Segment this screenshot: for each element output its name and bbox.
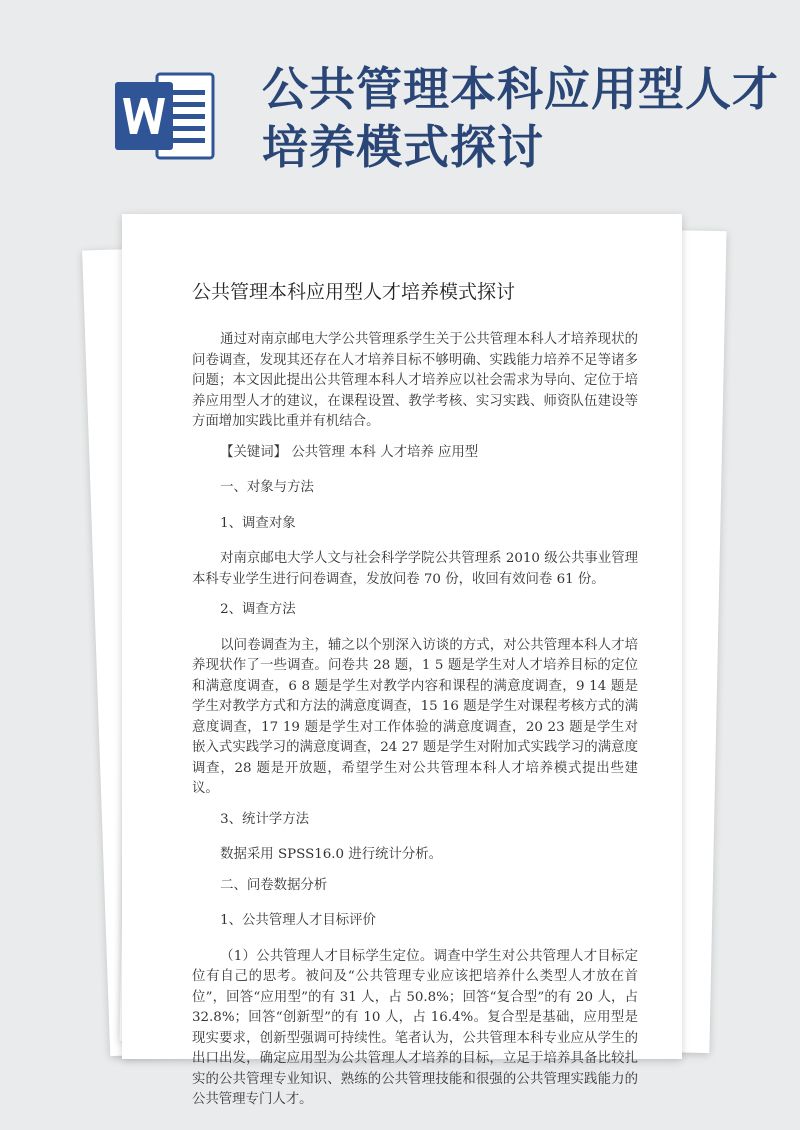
keywords-line: 【关键词】 公共管理 本科 人才培养 应用型 — [220, 444, 479, 460]
word-document-icon — [113, 70, 217, 162]
body-paragraph: 以问卷调查为主，辅之以个别深入访谈的方式，对公共管理本科人才培养现状作了一些调查。问卷共 28 题，1 5 题是学生对人才培养目标的定位和满意度调查，6 8 题是学生对教学内容和课程的满意度调查，9 14 题是学生对教学方式和方法的满意度调查，15 16 题是学生对课程考核方式的满意度调查，17 19 题是学生对工作体验的满意度调查，20 23 题是学生对嵌入式实践学习的满意度调查，24 27 题是学生对附加式实践学习的满意度调查，28 题是开放题，希望学生对公共管理本科人才培养模式提出些建议。 — [192, 637, 638, 796]
body-paragraph: （1）公共管理人才目标学生定位。调查中学生对公共管理人才目标定位有自己的思考。被问及“公共管理专业应该把培养什么类型人才放在首位”，回答“应用型”的有 31 人，占 50.8%；回答“复合型”的有 20 人，占 32.8%；回答“创新型”的有 10 人，占 16.4%。复合型是基础，应用型是现实要求，创新型强调可持续性。笔者认为，公共管理本科专业应从学生的出口出发，确定应用型为公共管理人才培养的目标，立足于培养具备比较扎实的公共管理专业知识、熟练的公共管理技能和很强的公共管理实践能力的公共管理专门人才。 — [192, 948, 638, 1107]
subsection-heading: 3、统计学方法 — [220, 811, 309, 827]
document-page — [122, 214, 682, 1107]
subsection-heading: 1、调查对象 — [220, 515, 296, 531]
document-title: 公共管理本科应用型人才培养模式探讨 — [192, 281, 516, 303]
abstract-paragraph: 通过对南京邮电大学公共管理系学生关于公共管理本科人才培养现状的问卷调查，发现其还存在人才培养目标不够明确、实践能力培养不足等诸多问题；本文因此提出公共管理本科人才培养应以社会需求为导向、定位于培养应用型人才的建议，在课程设置、教学考核、实习实践、师资队伍建设等方面增加实践比重并有机结合。 — [192, 332, 638, 429]
section-heading: 一、对象与方法 — [220, 480, 314, 495]
subsection-heading: 1、公共管理人才目标评价 — [220, 913, 376, 928]
banner-title: 公共管理本科应用型人才培养模式探讨 — [262, 62, 779, 174]
section-heading: 二、问卷数据分析 — [220, 877, 328, 893]
banner — [0, 0, 800, 200]
body-paragraph: 对南京邮电大学人文与社会科学学院公共管理系 2010 级公共事业管理本科专业学生进行问卷调查，发放问卷 70 份，收回有效问卷 61 份。 — [192, 551, 638, 587]
body-paragraph: 数据采用 SPSS16.0 进行统计分析。 — [220, 847, 443, 862]
subsection-heading: 2、调查方法 — [220, 602, 296, 617]
